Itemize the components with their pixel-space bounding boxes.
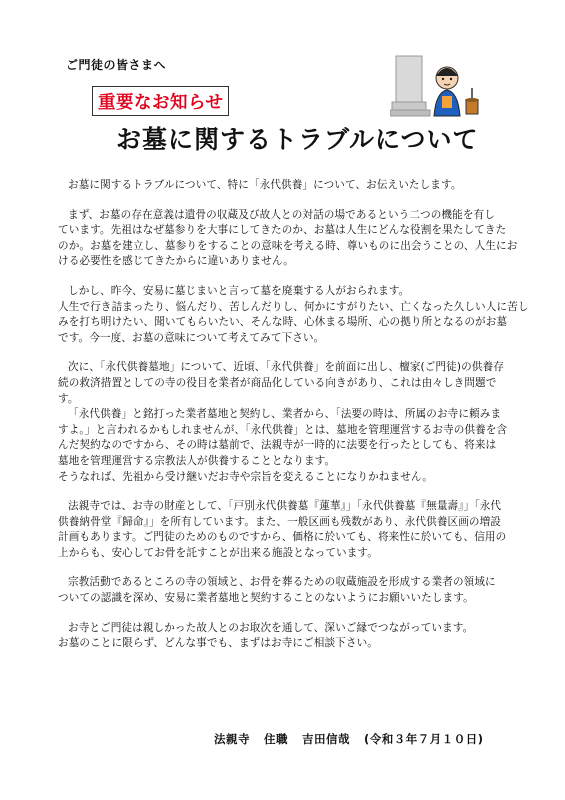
paragraph	[58, 208, 518, 270]
text-line: 宗教活動であるところの寺の領域と、お骨を葬るための収蔵施設を形成する業者の領域に	[68, 576, 496, 589]
text-line: んだ契約なのですから、その時は墓前で、法親寺が一時的に法要を行ったとしても、将来は	[58, 439, 497, 452]
text-line: 人生で行き詰まったり、悩んだり、苦しんだりし、何かにすがりたい、亡くなった久しい人に苦し	[58, 300, 529, 313]
text-line: みを打ち明けたい、聞いてもらいたい、そんな時、心休まる場所、心の拠り所となるのがお墓	[58, 316, 508, 329]
page-title: お墓に関するトラブルについて	[116, 125, 479, 154]
text-line: 次に、「永代供養墓地」について、近頃、「永代供養」を前面に出し、檀家(ご門徒)の供養存	[68, 361, 504, 374]
text-line: 「永代供養」と銘打った業者墓地と契約し、業者から、「法要の時は、所属のお寺に頼みま	[68, 408, 502, 421]
date: (令和３年７月１０日)	[364, 732, 484, 746]
text-line: 供養納骨堂『歸命』」を所有しています。また、一般区画も残数があり、永代供養区画の増設	[58, 515, 501, 528]
paragraph	[58, 621, 510, 652]
role: 住職	[264, 732, 288, 746]
text-line: 法親寺では、お寺の財産として、「戸別永代供養墓『蓮華』」「永代供養墓『無量壽』」「永代	[68, 500, 502, 513]
signature	[214, 731, 498, 747]
text-line: 墓地を管理運営する宗教法人が供養することとなります。	[58, 454, 336, 467]
text-line: まず、お墓の存在意義は遺骨の収蔵及び故人との対話の場であるという二つの機能を有し	[68, 208, 495, 221]
text-line: しかし、昨今、安易に墓じまいと言って墓を廃棄する人がおられます。	[68, 284, 410, 297]
paragraph	[58, 360, 510, 485]
paragraph	[58, 284, 529, 346]
author-name: 吉田信哉	[302, 732, 350, 746]
text-line: お墓のことに限らず、どんな事でも、まずはお寺にご相談下さい。	[58, 637, 378, 650]
important-notice-badge: 重要なお知らせ	[92, 86, 229, 116]
paragraph	[58, 499, 510, 561]
text-line: ついての認識を深め、安易に業者墓地と契約することのないようにお願いいたします。	[58, 592, 474, 605]
text-line: のか。お墓を建立し、墓参りをすることの意味を考える時、尊いものに出会うことの、人生にお	[58, 239, 518, 252]
temple-name: 法親寺	[214, 732, 250, 746]
text-line: 上からも、安心してお骨を託すことが出来る施設となっています。	[58, 546, 378, 559]
text-line: お寺とご門徒は親しかった故人とのお取次を通して、深いご縁でつながっています。	[68, 621, 474, 634]
notice-body	[58, 178, 529, 666]
salutation: ご門徒の皆さまへ	[66, 58, 167, 72]
grave-with-monk-icon	[390, 50, 490, 120]
text-line: ける必要性を感じてきたからに違いありません。	[58, 255, 294, 268]
text-line: す。	[58, 392, 79, 405]
paragraph	[58, 575, 510, 606]
text-line: すよ。」と言われるかもしれませんが、「永代供養」とは、墓地を管理運営するお寺の供養を含	[58, 423, 508, 436]
text-line: 続の救済措置としての寺の役目を業者が商品化している向きがあり、これは由々しき問題で	[58, 376, 497, 389]
paragraph	[58, 178, 510, 194]
text-line: ています。先祖はなぜ墓参りを大事にしてきたのか、お墓は人生にどんな役割を果たしてきた	[58, 224, 507, 237]
text-line: お墓に関するトラブルについて、特に「永代供養」について、お伝えいたします。	[68, 179, 462, 191]
text-line: そうなれば、先祖から受け継いだお寺や宗旨を変えることになりかねません。	[58, 470, 433, 483]
text-line: です。今一度、お墓の意味について考えてみて下さい。	[58, 331, 325, 344]
text-line: 計画もあります。ご門徒のためのものですから、価格に於いても、将来性に於いても、信用の	[58, 531, 507, 544]
